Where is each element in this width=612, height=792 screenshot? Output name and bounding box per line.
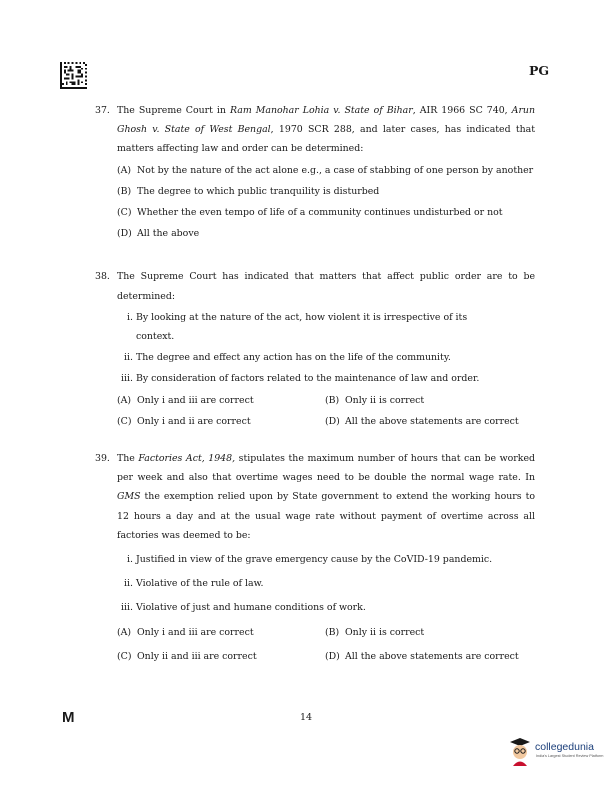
statement-i: i. By looking at the nature of the act, how violent it is irrespective of its context. (127, 311, 468, 343)
case-name: GMS (117, 491, 141, 503)
option-a[interactable]: (A) Not by the nature of the act alone e.g., a case of stabbing of one person by another (117, 164, 534, 176)
case-name: Ram Manohar Lohia v. State of Bihar (230, 105, 413, 116)
question-38 (95, 267, 535, 431)
logo-wordmark: collegedunia (535, 741, 594, 753)
option-b[interactable]: (B) Only ii is correct (325, 394, 425, 406)
case-name: Arun Ghosh v. State of West Bengal (117, 105, 535, 136)
option-d[interactable]: (D) All the above statements are correct (325, 415, 519, 427)
question-number: 39. (95, 453, 110, 465)
page-number: 14 (300, 712, 313, 723)
collegedunia-logo (509, 731, 609, 781)
question-39 (95, 449, 535, 666)
statement-ii: ii. The degree and effect any action has on the life of the community. (124, 352, 451, 364)
question-list (95, 101, 535, 666)
option-d[interactable]: (D) All the above statements are correct (325, 650, 519, 662)
statement-ii: ii. Violative of the rule of law. (124, 578, 264, 590)
question-text: The Supreme Court has indicated that matters that affect public order are to be determined: (117, 271, 535, 302)
logo-tagline: India's Largest Student Review Platform (536, 754, 604, 758)
option-b[interactable]: (B) Only ii is correct (325, 626, 425, 638)
options-row (117, 647, 535, 666)
option-a[interactable]: (A) Only i and iii are correct (117, 626, 254, 638)
option-c[interactable]: (C) Only ii and iii are correct (117, 650, 257, 662)
question-text: The Supreme Court in Ram Manohar Lohia v. State of Bihar, AIR 1966 SC 740, Arun Ghosh v. State of West Bengal, 1970 SCR 288, and later cases, has indicated that matters affecting law and order can be determined: (117, 105, 536, 155)
act-name: Factories Act, 1948, (138, 453, 236, 465)
statement-i: i. Justified in view of the grave emergency cause by the CoVID-19 pandemic. (127, 554, 493, 566)
option-d[interactable]: (D) All the above (117, 228, 200, 240)
options-row (117, 391, 535, 410)
option-c[interactable]: (C) Whether the even tempo of life of a community continues undisturbed or not (117, 207, 503, 219)
statement-iii: iii. By consideration of factors related to the maintenance of law and order. (121, 373, 480, 385)
question-number: 38. (95, 271, 110, 283)
options-row (117, 623, 535, 642)
series-mark: M (62, 709, 75, 726)
question-37 (95, 101, 535, 243)
options-row (117, 412, 535, 431)
paper-code: PG (529, 63, 550, 78)
student-mascot-icon (509, 737, 531, 767)
question-number: 37. (95, 105, 110, 116)
statement-iii: iii. Violative of just and humane conditions of work. (121, 602, 366, 614)
option-b[interactable]: (B) The degree to which public tranquility is disturbed (117, 185, 380, 197)
datamatrix-barcode (60, 62, 87, 89)
question-text: The Factories Act, 1948, stipulates the maximum number of hours that can be worked per week and also that overtime wages need to be double the normal wage rate. In GMS the exemption relied upon by State government to extend the working hours to 12 hours a day and at the usual wage rate without payment of overtime across all factories was deemed to be: (117, 453, 535, 541)
option-a[interactable]: (A) Only i and iii are correct (117, 394, 254, 406)
option-c[interactable]: (C) Only i and ii are correct (117, 415, 251, 427)
